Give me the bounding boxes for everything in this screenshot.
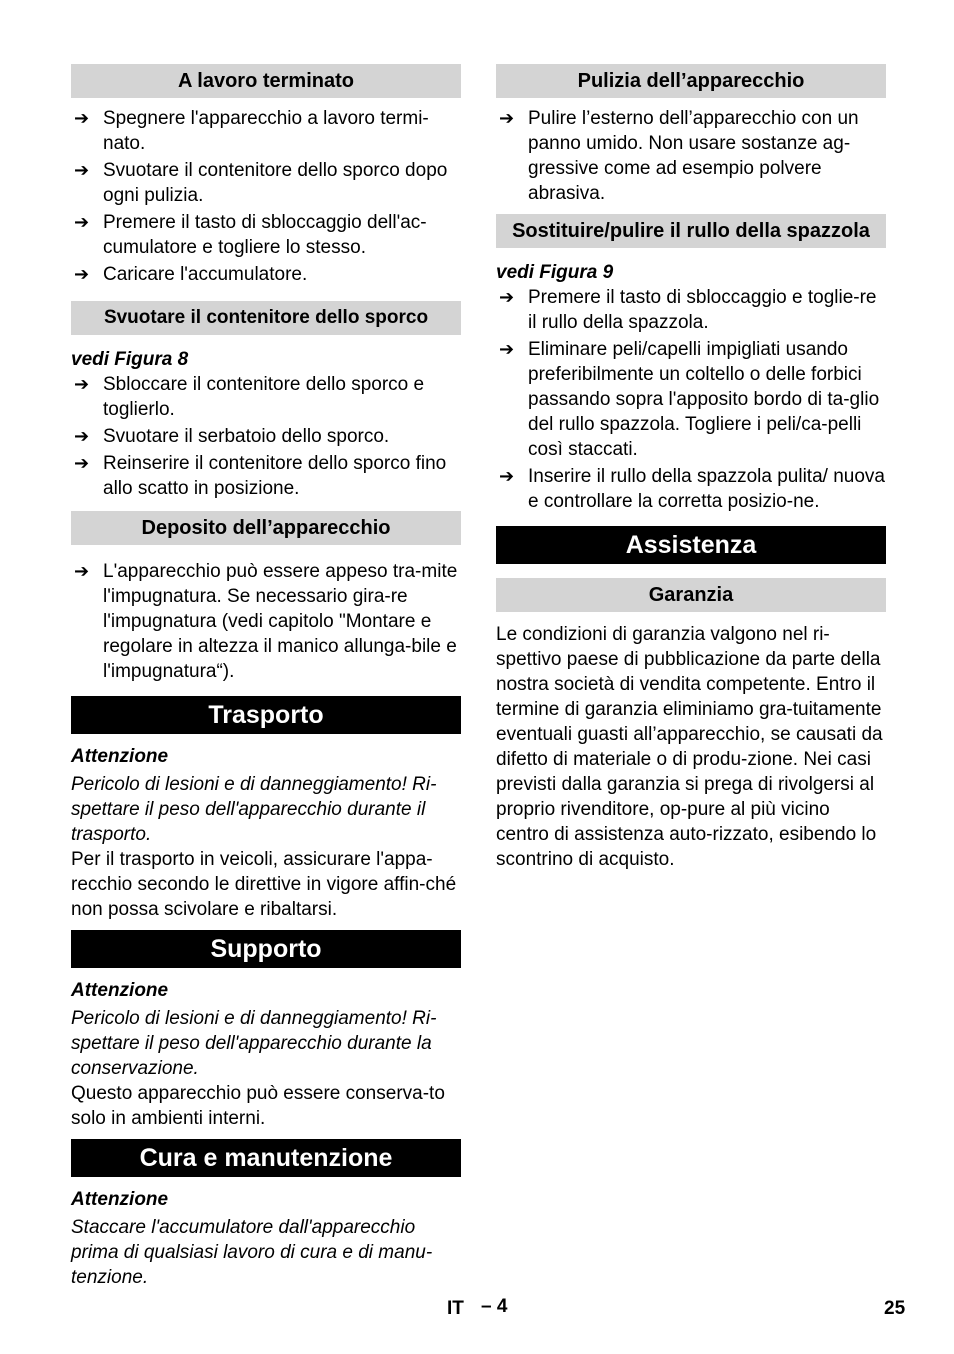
list-item: ➔ Premere il tasto di sbloccaggio dell'ac-cumulatore e togliere lo stesso.: [74, 212, 427, 258]
bullet-list: [496, 106, 886, 206]
arrow-right-icon: ➔: [74, 212, 90, 233]
list-item: ➔ Caricare l'accumulatore.: [74, 264, 308, 285]
arrow-right-icon: ➔: [499, 339, 515, 360]
footer-language: IT: [447, 1298, 464, 1319]
warning-title: Attenzione: [71, 746, 169, 767]
warning-text: Pericolo di lesioni e di danneggiamento! Ri-spettare il peso dell'apparecchio durante il trasporto.: [71, 774, 437, 845]
paragraph: Questo apparecchio può essere conserva-to solo in ambienti interni.: [71, 1083, 445, 1129]
chapter-heading-cura: Cura e manutenzione: [71, 1139, 461, 1177]
page-number: 25: [884, 1298, 906, 1319]
bullet-list: [71, 372, 461, 501]
right-column: [496, 64, 886, 880]
arrow-right-icon: ➔: [499, 466, 515, 487]
list-item: ➔ Eliminare peli/capelli impigliati usando preferibilmente un coltello o delle forbici passando sopra l'apposito bordo di ta-glio del rullo spazzola. Togliere i peli/ca-pelli così staccati.: [499, 339, 880, 460]
bullet-list: [71, 106, 461, 287]
section-heading-rullo: Sostituire/pulire il rullo della spazzola: [496, 214, 886, 248]
paragraph: Per il trasporto in veicoli, assicurare l'appa-recchio secondo le direttive in vigore affin-ché non possa scivolare e ribaltarsi.: [71, 849, 457, 920]
figure-reference: vedi Figura 9: [496, 262, 614, 283]
arrow-right-icon: ➔: [74, 264, 90, 285]
bullet-list: [71, 559, 461, 684]
warning-title: Attenzione: [71, 980, 169, 1001]
list-item: ➔ Pulire l’esterno dell’apparecchio con un panno umido. Non usare sostanze ag-gressive come ad esempio polvere abrasiva.: [499, 108, 859, 204]
chapter-heading-trasporto: Trasporto: [71, 696, 461, 734]
list-item: ➔ Inserire il rullo della spazzola pulita/ nuova e controllare la corretta posizio-ne.: [499, 466, 885, 512]
footer-section-page: – 4: [481, 1296, 508, 1317]
arrow-right-icon: ➔: [74, 160, 90, 181]
section-heading-pulizia: Pulizia dell’apparecchio: [496, 64, 886, 98]
warning-title: Attenzione: [71, 1189, 169, 1210]
list-item: ➔ Svuotare il serbatoio dello sporco.: [74, 426, 390, 447]
section-heading-deposito: Deposito dell’apparecchio: [71, 511, 461, 545]
section-heading-garanzia: Garanzia: [496, 578, 886, 612]
chapter-heading-supporto: Supporto: [71, 930, 461, 968]
arrow-right-icon: ➔: [74, 108, 90, 129]
section-heading-a-lavoro-terminato: A lavoro terminato: [71, 64, 461, 98]
arrow-right-icon: ➔: [499, 287, 515, 308]
bullet-list: [496, 285, 886, 514]
arrow-right-icon: ➔: [74, 561, 90, 582]
left-column: [71, 64, 461, 1290]
arrow-right-icon: ➔: [74, 374, 90, 395]
figure-reference: vedi Figura 8: [71, 349, 189, 370]
list-item: ➔ L'apparecchio può essere appeso tra-mite l'impugnatura. Se necessario gira-re l'impugnatura (vedi capitolo "Montare e regolare in altezza il manico allunga-bile e l'impugnatura“).: [74, 561, 458, 682]
list-item: ➔ Premere il tasto di sbloccaggio e toglie-re il rullo della spazzola.: [499, 287, 877, 333]
arrow-right-icon: ➔: [74, 453, 90, 474]
warning-text: Pericolo di lesioni e di danneggiamento! Ri-spettare il peso dell'apparecchio durante la conservazione.: [71, 1008, 437, 1079]
section-heading-svuotare: Svuotare il contenitore dello sporco: [71, 301, 461, 335]
paragraph: Le condizioni di garanzia valgono nel ri-spettivo paese di pubblicazione da parte della nostra società di vendita competente. Entro il termine di garanzia eliminiamo gra-tuitamente eventuali guasti all’apparecchio, se causati da difetto di materiale o di produ-zione. Nei casi previsti dalla garanzia si prega di rivolgersi al proprio rivenditore, op-pure al più vicino centro di assistenza auto-rizzato, esibendo lo scontrino di acquisto.: [496, 624, 883, 870]
arrow-right-icon: ➔: [74, 426, 90, 447]
list-item: ➔ Spegnere l'apparecchio a lavoro termi-nato.: [74, 108, 429, 154]
list-item: ➔ Reinserire il contenitore dello sporco fino allo scatto in posizione.: [74, 453, 447, 499]
list-item: ➔ Sbloccare il contenitore dello sporco e toglierlo.: [74, 374, 425, 420]
chapter-heading-assistenza: Assistenza: [496, 526, 886, 564]
arrow-right-icon: ➔: [499, 108, 515, 129]
list-item: ➔ Svuotare il contenitore dello sporco dopo ogni pulizia.: [74, 160, 448, 206]
warning-text: Staccare l'accumulatore dall'apparecchio prima di qualsiasi lavoro di cura e di manu-tenzione.: [71, 1217, 433, 1288]
